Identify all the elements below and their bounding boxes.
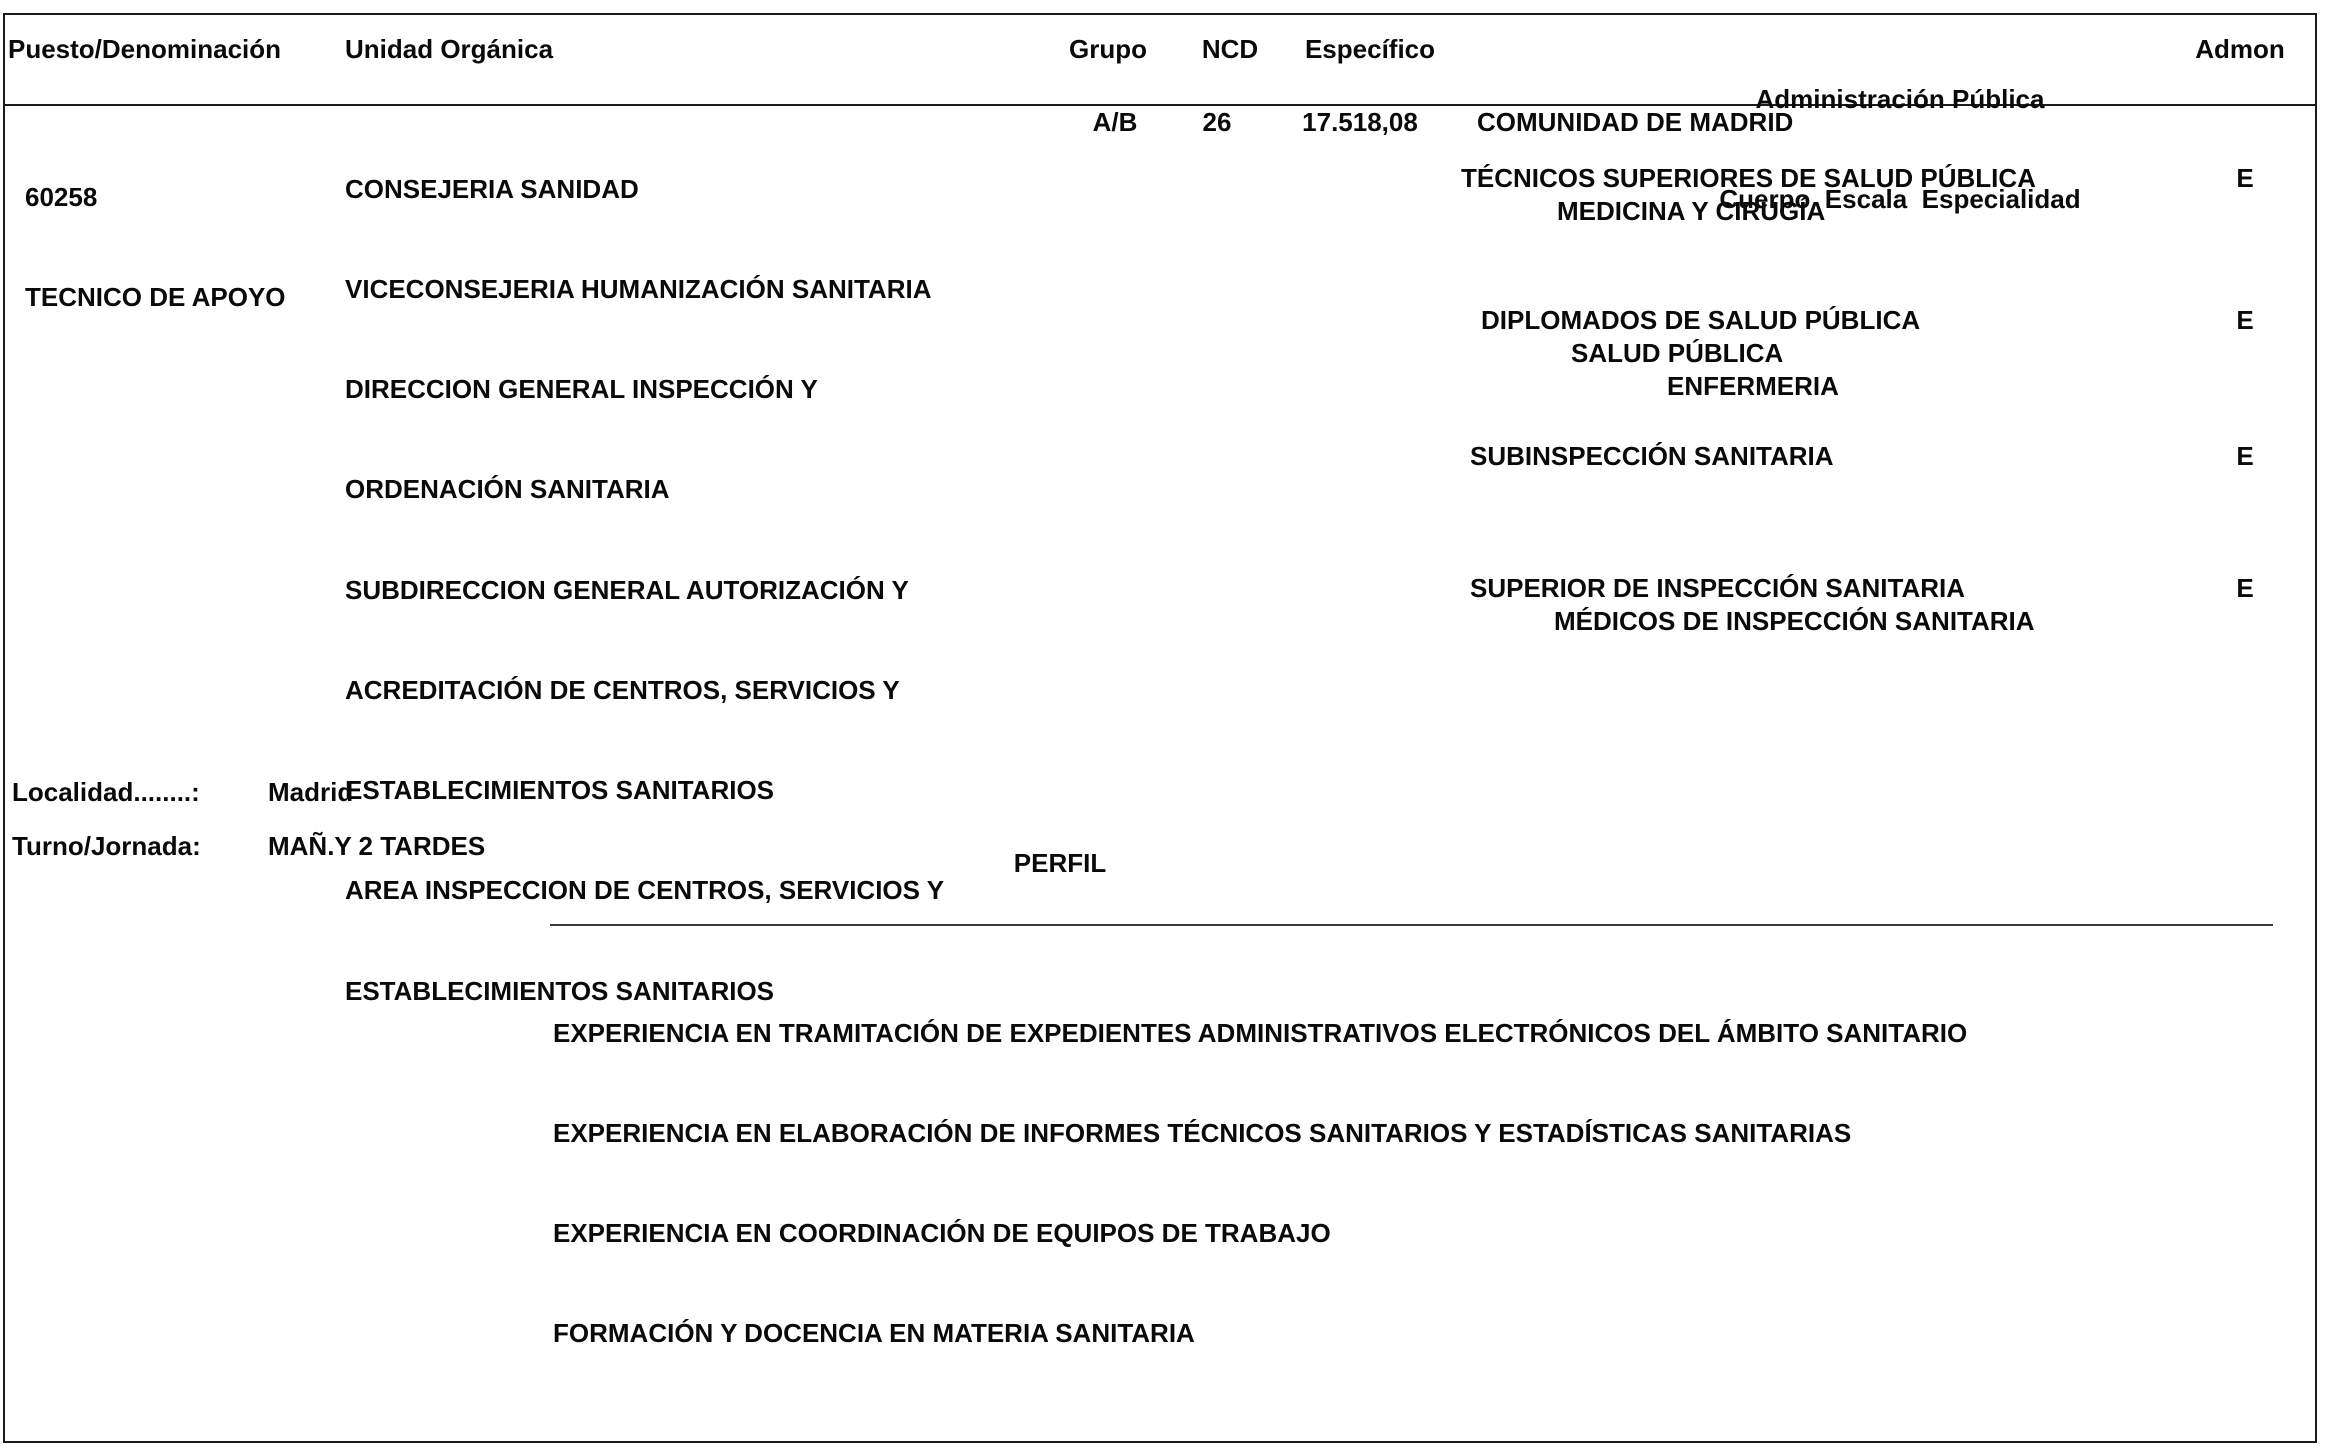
administracion-publica-value: COMUNIDAD DE MADRID bbox=[1477, 107, 1794, 137]
especifico-value: 17.518,08 bbox=[1302, 107, 1418, 137]
cuerpo-entry-1-escala: MEDICINA Y CIRUGÍA bbox=[1557, 196, 1826, 226]
perfil-item: EXPERIENCIA EN ELABORACIÓN DE INFORMES TÉCNICOS SANITARIOS Y ESTADÍSTICAS SANITARIAS bbox=[553, 1118, 1852, 1149]
unidad-organica-line: AREA INSPECCION DE CENTROS, SERVICIOS Y bbox=[345, 875, 945, 906]
column-header-cuerpo-escala-especialidad: Cuerpo Escala Especialidad bbox=[1719, 184, 2081, 215]
unidad-organica-line: VICECONSEJERIA HUMANIZACIÓN SANITARIA bbox=[345, 274, 932, 305]
column-header-puesto-denominacion: Puesto/Denominación bbox=[8, 34, 282, 64]
unidad-organica-line: ORDENACIÓN SANITARIA bbox=[345, 474, 670, 505]
turno-jornada-value: MAÑ.Y 2 TARDES bbox=[268, 831, 486, 861]
cuerpo-entry-4-admon: E bbox=[2236, 573, 2254, 603]
unidad-organica-line: CONSEJERIA SANIDAD bbox=[345, 173, 639, 204]
turno-jornada-label: Turno/Jornada: bbox=[12, 831, 201, 861]
unidad-organica-line: ESTABLECIMIENTOS SANITARIOS bbox=[345, 775, 775, 806]
position-identity bbox=[25, 114, 286, 381]
column-header-unidad-organica: Unidad Orgánica bbox=[345, 34, 554, 64]
cuerpo-entry-2-escala: SALUD PÚBLICA bbox=[1571, 338, 1784, 368]
cuerpo-entry-1-admon: E bbox=[2236, 163, 2254, 193]
cuerpo-entry-4-escala: MÉDICOS DE INSPECCIÓN SANITARIA bbox=[1554, 606, 2035, 636]
cuerpo-entry-4-cuerpo: SUPERIOR DE INSPECCIÓN SANITARIA bbox=[1470, 573, 1966, 603]
cuerpo-entry-1-cuerpo: TÉCNICOS SUPERIORES DE SALUD PÚBLICA bbox=[1461, 163, 2036, 193]
column-header-ncd: NCD bbox=[1201, 34, 1259, 64]
column-header-especifico: Específico bbox=[1304, 34, 1436, 64]
grupo-value: A/B bbox=[1092, 107, 1138, 137]
unidad-organica-line: ESTABLECIMIENTOS SANITARIOS bbox=[345, 975, 775, 1006]
position-denomination: TECNICO DE APOYO bbox=[25, 282, 286, 313]
unidad-organica-block bbox=[345, 106, 944, 1075]
perfil-separator-line bbox=[550, 924, 2273, 926]
unidad-organica-line: SUBDIRECCION GENERAL AUTORIZACIÓN Y bbox=[345, 574, 909, 605]
cuerpo-entry-2-admon: E bbox=[2236, 305, 2254, 335]
unidad-organica-line: DIRECCION GENERAL INSPECCIÓN Y bbox=[345, 374, 818, 405]
column-header-administracion-publica-line1: Administración Pública bbox=[1755, 83, 2045, 114]
column-header-admon: Admon bbox=[2195, 34, 2285, 64]
unidad-organica-line: ACREDITACIÓN DE CENTROS, SERVICIOS Y bbox=[345, 674, 900, 705]
ncd-value: 26 bbox=[1202, 107, 1232, 137]
cuerpo-entry-3-cuerpo: SUBINSPECCIÓN SANITARIA bbox=[1470, 441, 1834, 471]
column-header-grupo: Grupo bbox=[1069, 34, 1147, 64]
perfil-section-title: PERFIL bbox=[1013, 848, 1107, 878]
cuerpo-entry-3-admon: E bbox=[2236, 441, 2254, 471]
perfil-item: EXPERIENCIA EN TRAMITACIÓN DE EXPEDIENTES ADMINISTRATIVOS ELECTRÓNICOS DEL ÁMBITO SANITARIO bbox=[553, 1017, 1968, 1048]
perfil-item: EXPERIENCIA EN COORDINACIÓN DE EQUIPOS DE TRABAJO bbox=[553, 1218, 1331, 1249]
cuerpo-entry-2-cuerpo: DIPLOMADOS DE SALUD PÚBLICA bbox=[1481, 305, 1921, 335]
column-header-administracion-publica bbox=[1600, 16, 2200, 283]
localidad-value: Madrid bbox=[268, 777, 354, 807]
perfil-items-block bbox=[553, 950, 1967, 1418]
localidad-label: Localidad........: bbox=[12, 777, 200, 807]
perfil-item: FORMACIÓN Y DOCENCIA EN MATERIA SANITARIA bbox=[553, 1318, 1195, 1349]
cuerpo-entry-2-especialidad: ENFERMERIA bbox=[1667, 371, 1839, 401]
position-code: 60258 bbox=[25, 181, 98, 212]
